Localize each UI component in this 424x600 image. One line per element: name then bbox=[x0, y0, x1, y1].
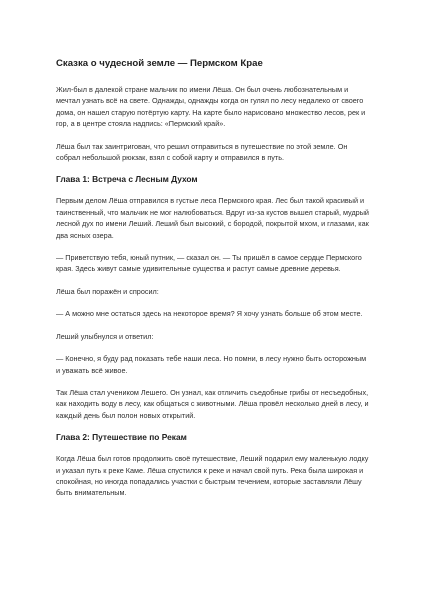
paragraph: — А можно мне остаться здесь на некоторое время? Я хочу узнать больше об этом месте. bbox=[56, 309, 363, 319]
paragraph: — Конечно, я буду рад показать тебе наши леса. Но помни, в лесу нужно быть осторожным и уважать всё живое. bbox=[56, 354, 367, 375]
paragraph: Так Лёша стал учеником Лешего. Он узнал, как отличить съедобные грибы от несъедобных, как находить воду в лесу, как общаться с животными. Лёша провёл несколько дней в лесу, и каждый день был полон новых открытий. bbox=[56, 387, 369, 420]
chapter-heading: Глава 2: Путешествие по Рекам bbox=[56, 432, 187, 443]
chapter-heading: Глава 1: Встреча с Лесным Духом bbox=[56, 174, 198, 185]
paragraph: Лёша был так заинтригован, что решил отправиться в путешествие по этой земле. Он собрал небольшой рюкзак, взял с собой карту и отправился в путь. bbox=[56, 141, 348, 163]
paragraph: Леший улыбнулся и ответил: bbox=[56, 331, 154, 341]
document-title: Сказка о чудесной земле — Пермском Крае bbox=[56, 58, 263, 69]
paragraph: Первым делом Лёша отправился в густые леса Пермского края. Лес был такой красивый и таинственный, что мальчик не мог налюбоваться. Вдруг из-за кустов вышел старый, мудрый лесной дух по имени Леший. Леший был высокий, с бородой, покрытой мхом, и глазами, как два ясных озера. bbox=[56, 196, 369, 240]
paragraph: Когда Лёша был готов продолжить своё путешествие, Леший подарил ему маленькую лодку и указал путь к реке Каме. Лёша спустился к реке и начал свой путь. Река была широкая и спокойная, но иногда попадались участки с быстрым течением, которые заставляли Лёшу быть внимательным. bbox=[56, 454, 369, 498]
paragraph: Лёша был поражён и спросил: bbox=[56, 286, 159, 296]
paragraph: — Приветствую тебя, юный путник, — сказал он. — Ты пришёл в самое сердце Пермского края. Здесь живут самые удивительные существа и растут самые древние деревья. bbox=[56, 253, 362, 274]
paragraph: Жил-был в далекой стране мальчик по имени Лёша. Он был очень любознательным и мечтал узнать всё на свете. Однажды, однажды когда он гулял по лесу недалеко от своего дома, он нашел старую потёртую карту. На карте было нарисовано множество лесов, рек и гор, а в центре стояла надпись: «Пермский край». bbox=[56, 85, 366, 129]
